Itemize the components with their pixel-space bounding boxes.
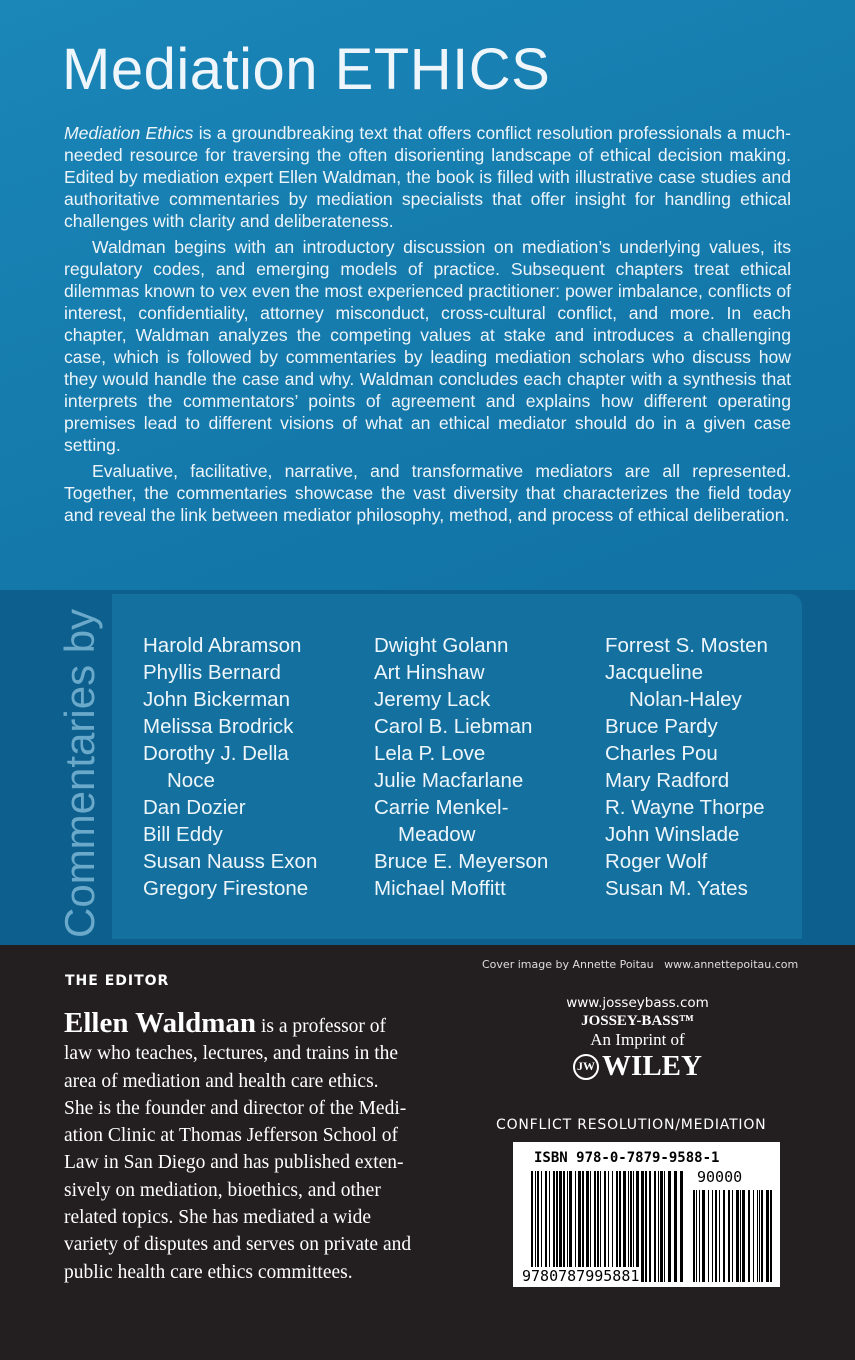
barcode-bar [736,1190,739,1282]
paragraph-1 [64,122,791,232]
commentator-column-3 [605,632,768,902]
barcode-bar [567,1171,568,1282]
commentator-name: Carrie Menkel- [374,796,509,819]
bio-line [64,1177,411,1204]
commentator-name: Harold Abramson [143,634,302,657]
bio-line [64,1068,411,1095]
bio-line [64,1204,411,1231]
commentator-name: R. Wayne Thorpe [605,796,765,819]
barcode-bar [553,1171,555,1282]
commentator-name: Michael Moffitt [374,877,506,900]
barcode-bar [569,1171,572,1282]
barcode-bar [641,1171,644,1282]
bio-text: She is the founder and director of the Medi- [64,1097,407,1119]
barcode-bar [702,1190,705,1282]
commentator-name: Jacqueline [605,661,704,684]
wiley-emblem-icon: JW [573,1054,599,1080]
bio-line [64,1231,411,1258]
bio-line [64,1095,411,1122]
barcode-bar [633,1171,634,1282]
barcode-bar [582,1171,584,1282]
barcode-bar [604,1171,606,1282]
commentator-name: Forrest S. Mosten [605,634,768,657]
barcode-bar [740,1190,741,1282]
barcode-bar [645,1171,647,1282]
bio-text: public health care ethics committees. [64,1261,353,1283]
barcode-bar [586,1171,589,1282]
barcode-bar [531,1171,533,1282]
commentator-name: Susan M. Yates [605,877,748,900]
commentator-name: Lela P. Love [374,742,486,765]
barcode-bar [612,1171,613,1282]
barcode-bar [597,1171,599,1282]
publisher-block [540,995,735,1083]
bio-text: ation Clinic at Thomas Jefferson School of [64,1125,398,1147]
barcode-bar [537,1171,539,1282]
barcode-bar [770,1190,772,1282]
bio-text: related topics. She has mediated a wide [64,1207,372,1229]
barcode-bar [541,1171,542,1282]
barcode-bar [623,1171,626,1282]
bio-text: Law in San Diego and has published exten- [64,1152,404,1174]
barcode-bar [600,1171,601,1282]
barcode-bar [732,1190,733,1282]
barcode-bar [753,1190,754,1282]
barcode-bar [674,1171,677,1282]
barcode-bar [594,1171,596,1282]
commentator-name: Gregory Firestone [143,877,309,900]
barcode-bar [590,1171,591,1282]
commentator-name: Melissa Brodrick [143,715,294,738]
isbn-text: ISBN 978-0-7879-9588-1 [534,1150,720,1166]
barcode-bar [742,1190,745,1282]
commentaries-label: Commentaries by [56,608,103,938]
description [64,122,791,530]
bio-line [64,1007,411,1040]
barcode-bar [761,1190,763,1282]
wiley-wordmark: WILEY [602,1050,702,1082]
barcode-bar [715,1190,717,1282]
cover-image-credit: Cover image by Annette Poitau www.annettepoitau.com [482,958,799,971]
bio-text: law who teaches, lectures, and trains in the [64,1043,399,1065]
isbn-barcode [513,1142,780,1287]
commentator-name: Julie Macfarlane [374,769,524,792]
commentator-name: John Winslade [605,823,740,846]
paragraph-text: is a groundbreaking text that offers conflict resolution professionals a much-needed resource for traversing the often disorienting landscape of ethical decision making. Edited by mediation expert Ellen Waldman, the book is filled with illustrative case studies and authoritative commentaries by mediation specialists that offer insight for handling ethical challenges with clarity and deliberateness. [64,123,791,231]
bio-text: sively on mediation, bioethics, and other [64,1179,381,1201]
commentator-name: Dorothy J. Della [143,742,289,765]
barcode-bar [628,1171,629,1282]
barcode-bar [757,1190,758,1282]
barcode-bar [699,1190,700,1282]
editor-name: Ellen Waldman [64,1007,257,1039]
commentator-name: Dan Dozier [143,796,246,819]
commentator-name: Art Hinshaw [374,661,485,684]
barcode-bar [608,1171,609,1282]
barcode-bar [636,1171,639,1282]
publisher-url: www.josseybass.com [566,995,709,1011]
barcode-bar [712,1190,713,1282]
barcode-bar [575,1171,576,1282]
barcode-bar [649,1171,651,1282]
barcode-bar [693,1190,695,1282]
commentator-name: Bruce E. Meyerson [374,850,549,873]
commentator-name: Bruce Pardy [605,715,718,738]
bio-text: is a professor of [256,1016,387,1037]
barcode-bar [630,1171,632,1282]
barcode-bar [658,1171,659,1282]
commentator-name: Meadow [398,823,476,846]
imprint-text: An Imprint of [590,1030,685,1049]
commentator-name: John Bickerman [143,688,290,711]
bio-line [64,1122,411,1149]
commentator-column-1 [143,632,317,902]
barcode-bar [668,1171,671,1282]
bio-text: area of mediation and health care ethics. [64,1070,379,1092]
commentator-name: Noce [167,769,215,792]
category-label: CONFLICT RESOLUTION/MEDIATION [496,1117,767,1133]
barcode-bar [559,1171,562,1282]
commentator-name: Susan Nauss Exon [143,850,318,873]
barcode-bar [723,1190,725,1282]
barcode-bar [563,1171,565,1282]
barcode-bar [545,1171,547,1282]
paragraph-2: Waldman begins with an introductory discussion on mediation’s underlying values, its regulatory codes, and emerging models of practice. Subsequent chapters treat ethical dilemmas known to vex even the most experienced practitioner: power imbalance, conflicts of interest, confidentiality, attorney misconduct, cross-cultural conflict, and more. In each chapter, Waldman analyzes the competing values at stake and introduces a challenging case, which is followed by commentaries by leading mediation scholars who discuss how they would handle the case and why. Waldman concludes each chapter with a synthesis that interprets the commentators’ points of agreement and explains how different operating premises lead to different visions of what an ethical mediator should do in a given case setting. [64,237,791,455]
commentator-name: Phyllis Bernard [143,661,281,684]
commentator-column-2 [374,632,548,902]
bio-line [64,1259,411,1286]
barcode-bar [759,1190,760,1282]
barcode-bar [619,1171,621,1282]
barcode-bar [578,1171,581,1282]
bio-line [64,1040,411,1067]
barcode-bar [616,1171,618,1282]
bio-line [64,1149,411,1176]
barcode-bar [664,1171,665,1282]
commentator-name: Carol B. Liebman [374,715,533,738]
barcode-bar [535,1171,536,1282]
commentator-name: Roger Wolf [605,850,708,873]
ean-number: 9780787995881 [522,1267,640,1285]
barcode-bar [766,1190,769,1282]
barcode-bar [719,1190,720,1282]
commentator-name: Jeremy Lack [374,688,491,711]
barcode-bar [549,1171,550,1282]
commentator-name: Dwight Golann [374,634,509,657]
barcode-bar [728,1190,730,1282]
barcode-bar [708,1190,709,1282]
commentator-name: Nolan-Haley [629,688,742,711]
price-code: 90000 [697,1168,743,1186]
wiley-logo [540,1050,735,1083]
editor-bio [64,1007,412,1286]
barcode-bar [654,1171,656,1282]
barcode-bar [556,1171,558,1282]
book-title: Mediation ETHICS [62,37,551,102]
publisher-name: JOSSEY-BASS™ [581,1013,694,1029]
paragraph-3: Evaluative, facilitative, narrative, and transformative mediators are all represented. Together, the commentaries showcase the vast diversity that characterizes the field today and reveal the link between mediator philosophy, method, and process of ethical deliberation. [64,461,791,525]
barcode-bar [660,1171,663,1282]
commentator-name: Bill Eddy [143,823,223,846]
commentator-name: Charles Pou [605,742,718,765]
editor-heading: THE EDITOR [65,973,170,989]
barcode-bar [696,1190,697,1282]
bio-text: variety of disputes and serves on private and [64,1234,412,1256]
barcode-bar [680,1171,683,1282]
book-title-italic: Mediation Ethics [64,123,194,143]
barcode-bar [748,1190,750,1282]
commentator-name: Mary Radford [605,769,730,792]
